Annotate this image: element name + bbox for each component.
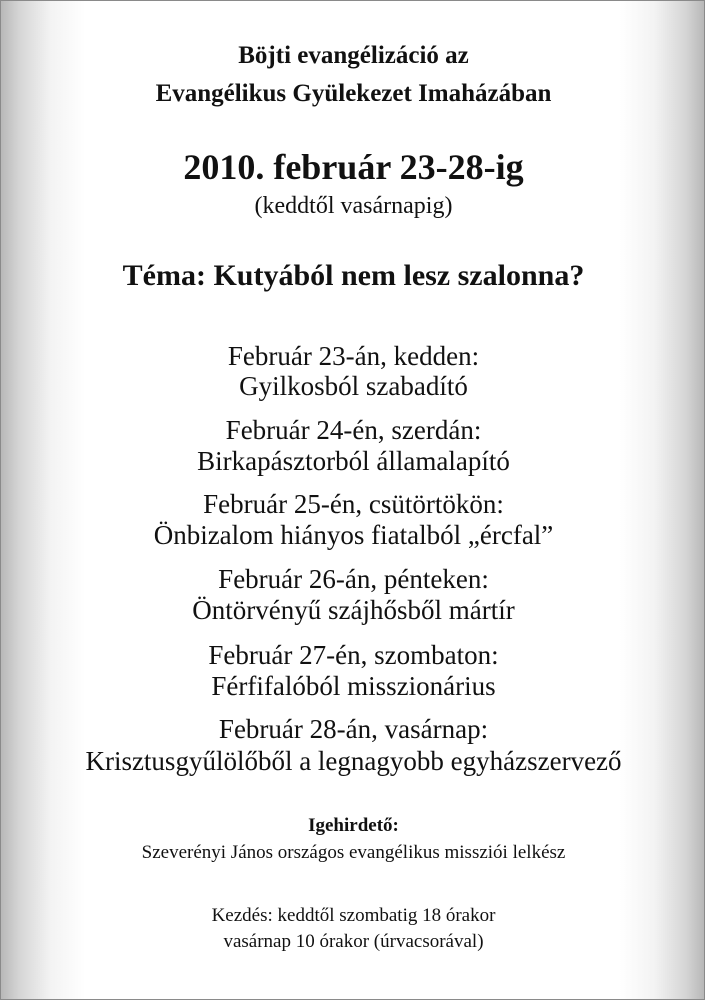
event-title-6: Krisztusgyűlölőből a legnagyobb egyházszervező [85,746,622,776]
event-day-1: Február 23-án, kedden: [227,341,480,371]
event-title-1: Gyilkosból szabadító [239,371,468,401]
header-line-2: Evangélikus Gyülekezet Imaházában [155,80,552,107]
preacher-label: Igehirdető: [308,815,399,836]
event-day-3: Február 25-én, csütörtökön: [203,489,504,519]
event-day-5: Február 27-én, szombaton: [208,640,499,670]
event-title-5: Férfifalóból misszionárius [211,671,496,701]
event-date: 2010. február 23-28-ig [183,147,524,187]
event-date-subtitle: (keddtől vasárnapig) [254,193,453,219]
start-time-sunday: vasárnap 10 órakor (úrvacsorával) [223,931,484,952]
event-title-2: Birkapásztorból államalapító [197,446,510,476]
start-time-weekdays: Kezdés: keddtől szombatig 18 órakor [211,905,496,926]
event-day-4: Február 26-án, pénteken: [218,564,489,594]
event-day-6: Február 28-án, vasárnap: [218,714,489,744]
theme-title: Téma: Kutyából nem lesz szalonna? [122,259,585,292]
preacher-name: Szeverényi János országos evangélikus missziói lelkész [141,842,566,863]
event-day-2: Február 24-én, szerdán: [225,415,482,445]
event-title-3: Önbizalom hiányos fiatalból „ércfal” [153,520,554,550]
header-line-1: Böjti evangélizáció az [238,42,469,69]
event-title-4: Öntörvényű szájhősből mártír [192,595,515,625]
